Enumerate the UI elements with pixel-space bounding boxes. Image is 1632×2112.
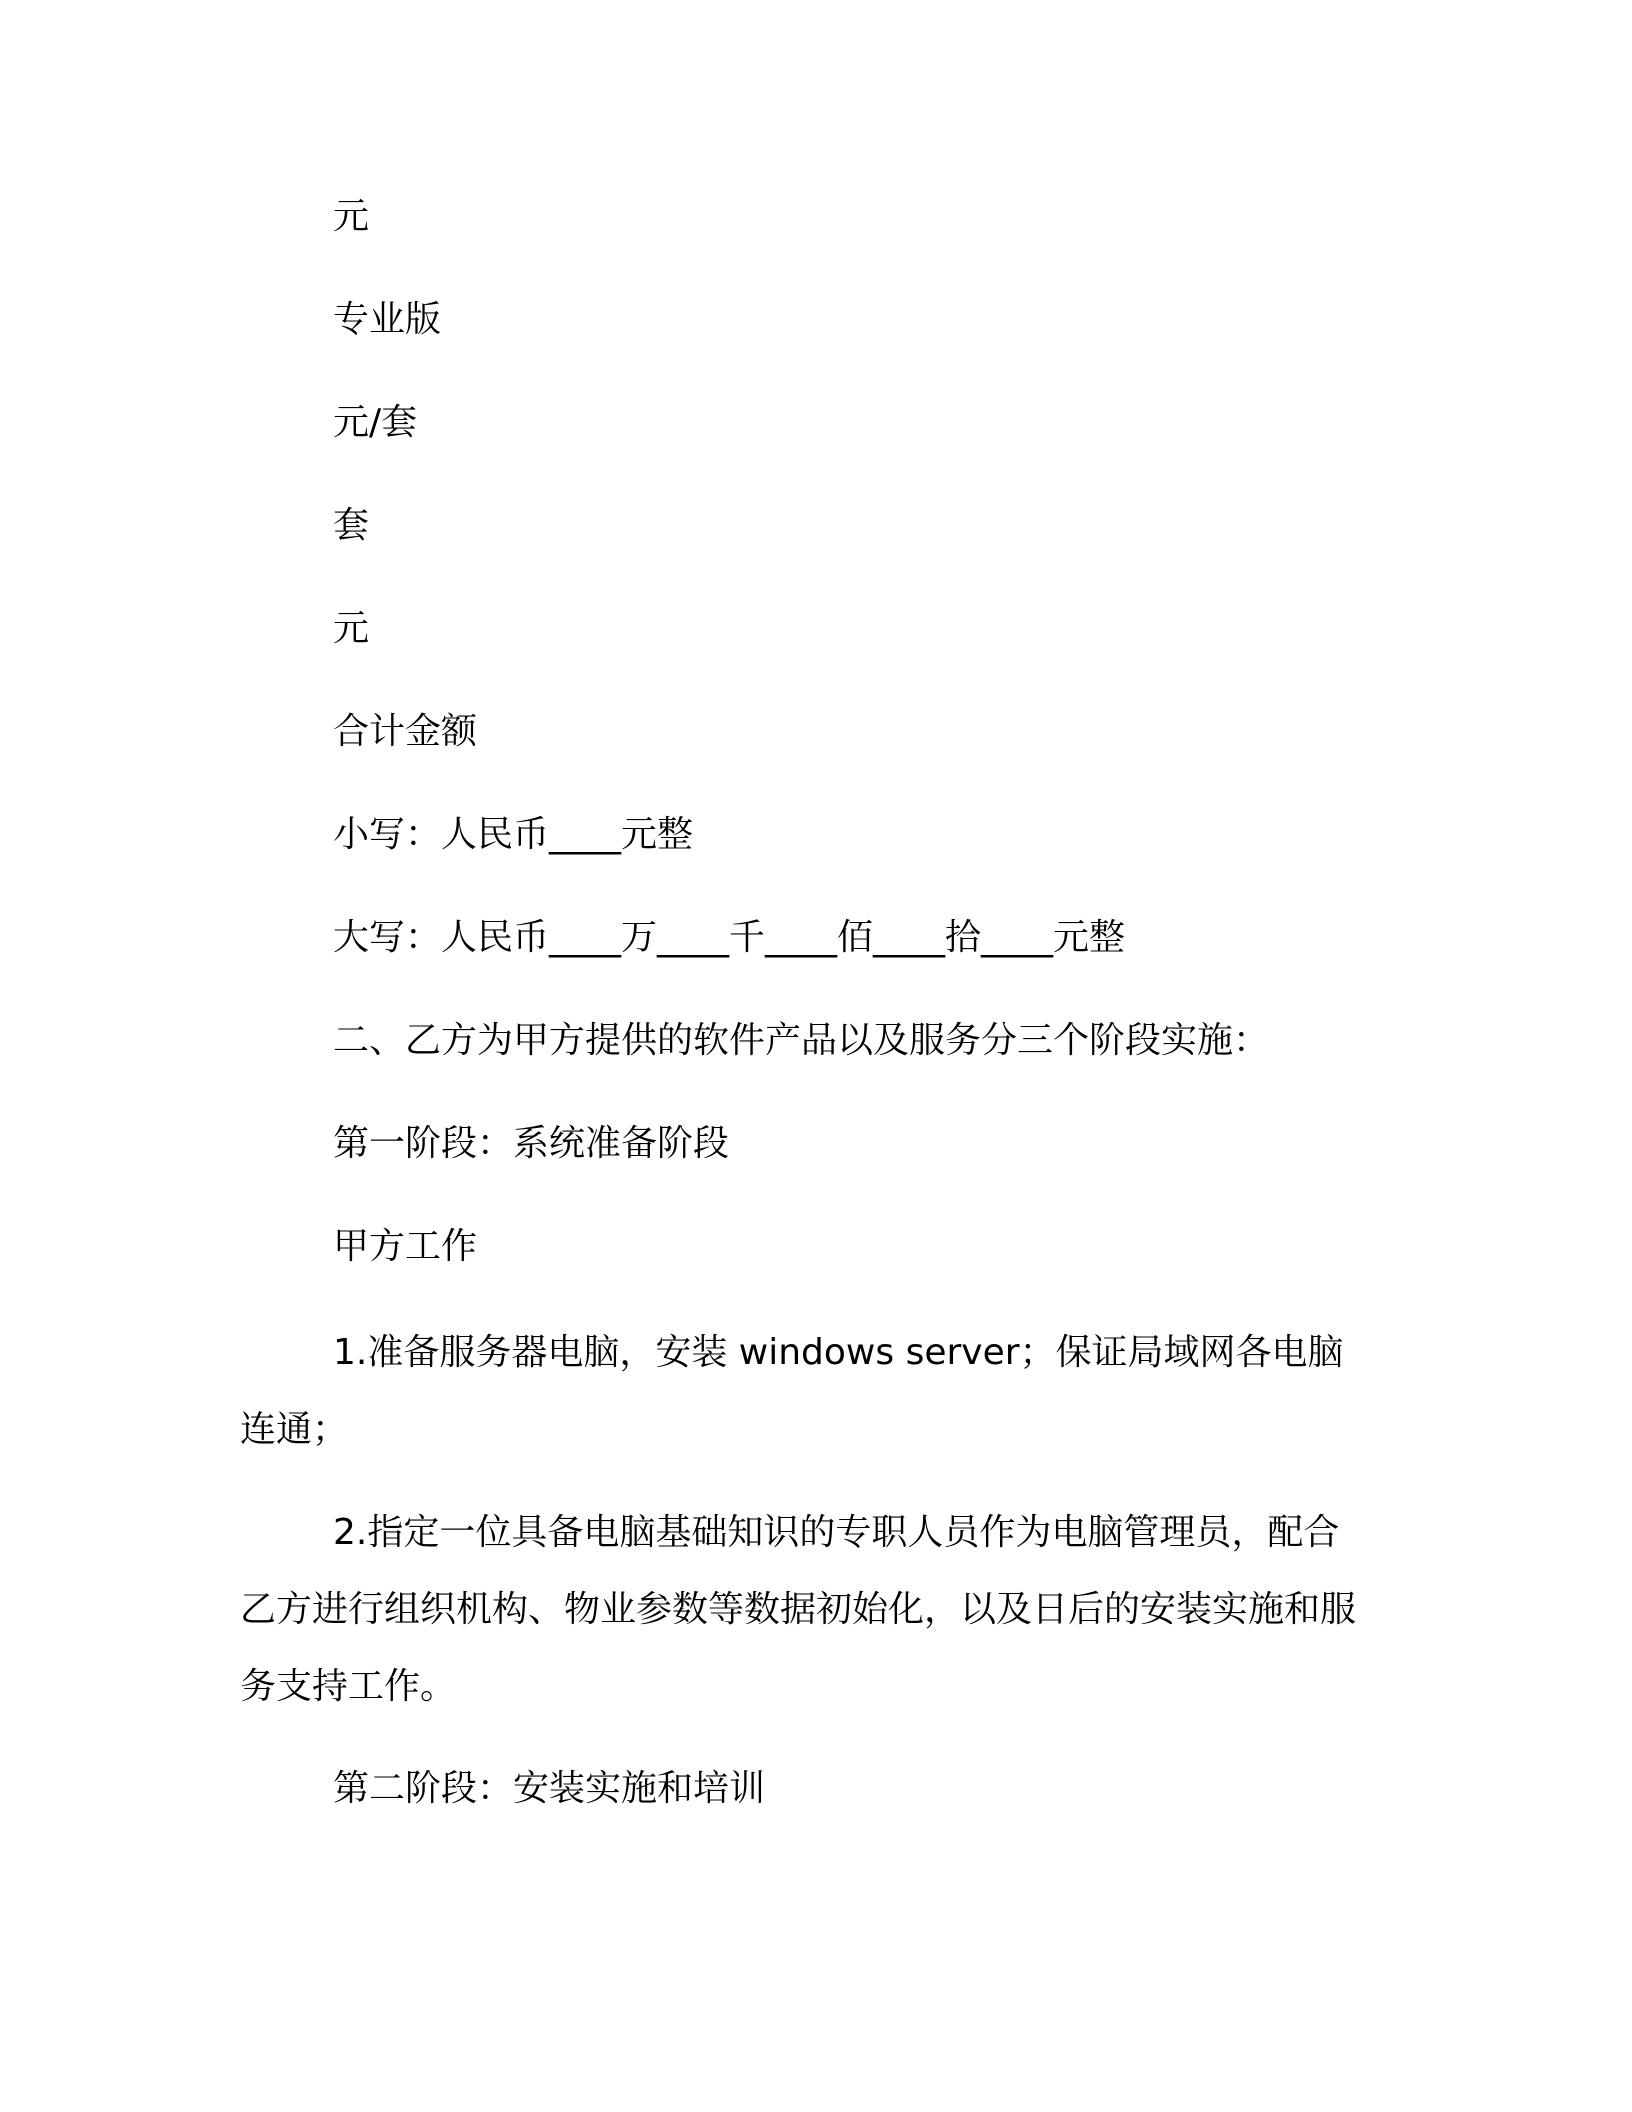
text-line-set: 套 (333, 505, 370, 546)
section-heading-implementation-phases: 二、乙方为甲方提供的软件产品以及服务分三个阶段实施： (333, 1020, 1270, 1061)
text-line-yuan-2: 元 (333, 608, 370, 649)
party-a-task-2: 2.指定一位具备电脑基础知识的专职人员作为电脑管理员，配合乙方进行组织机构、物业参数等数据初始化，以及日后的安装实施和服务支持工作。 (240, 1512, 1357, 1707)
party-a-work-heading: 甲方工作 (333, 1226, 478, 1267)
text-line-total-amount: 合计金额 (333, 711, 478, 752)
text-line-amount-uppercase: 大写：人民币____万____千____佰____拾____元整 (333, 917, 1126, 958)
text-line-amount-lowercase: 小写：人民币____元整 (333, 814, 694, 855)
phase-2-heading: 第二阶段：安装实施和培训 (333, 1768, 766, 1809)
party-a-task-1: 1.准备服务器电脑，安装 windows server；保证局域网各电脑连通； (240, 1332, 1344, 1450)
text-line-professional-edition: 专业版 (333, 299, 442, 340)
text-line-yuan-per-set: 元/套 (333, 402, 418, 443)
phase-1-heading: 第一阶段：系统准备阶段 (333, 1123, 730, 1164)
text-line-yuan-1: 元 (333, 196, 370, 237)
